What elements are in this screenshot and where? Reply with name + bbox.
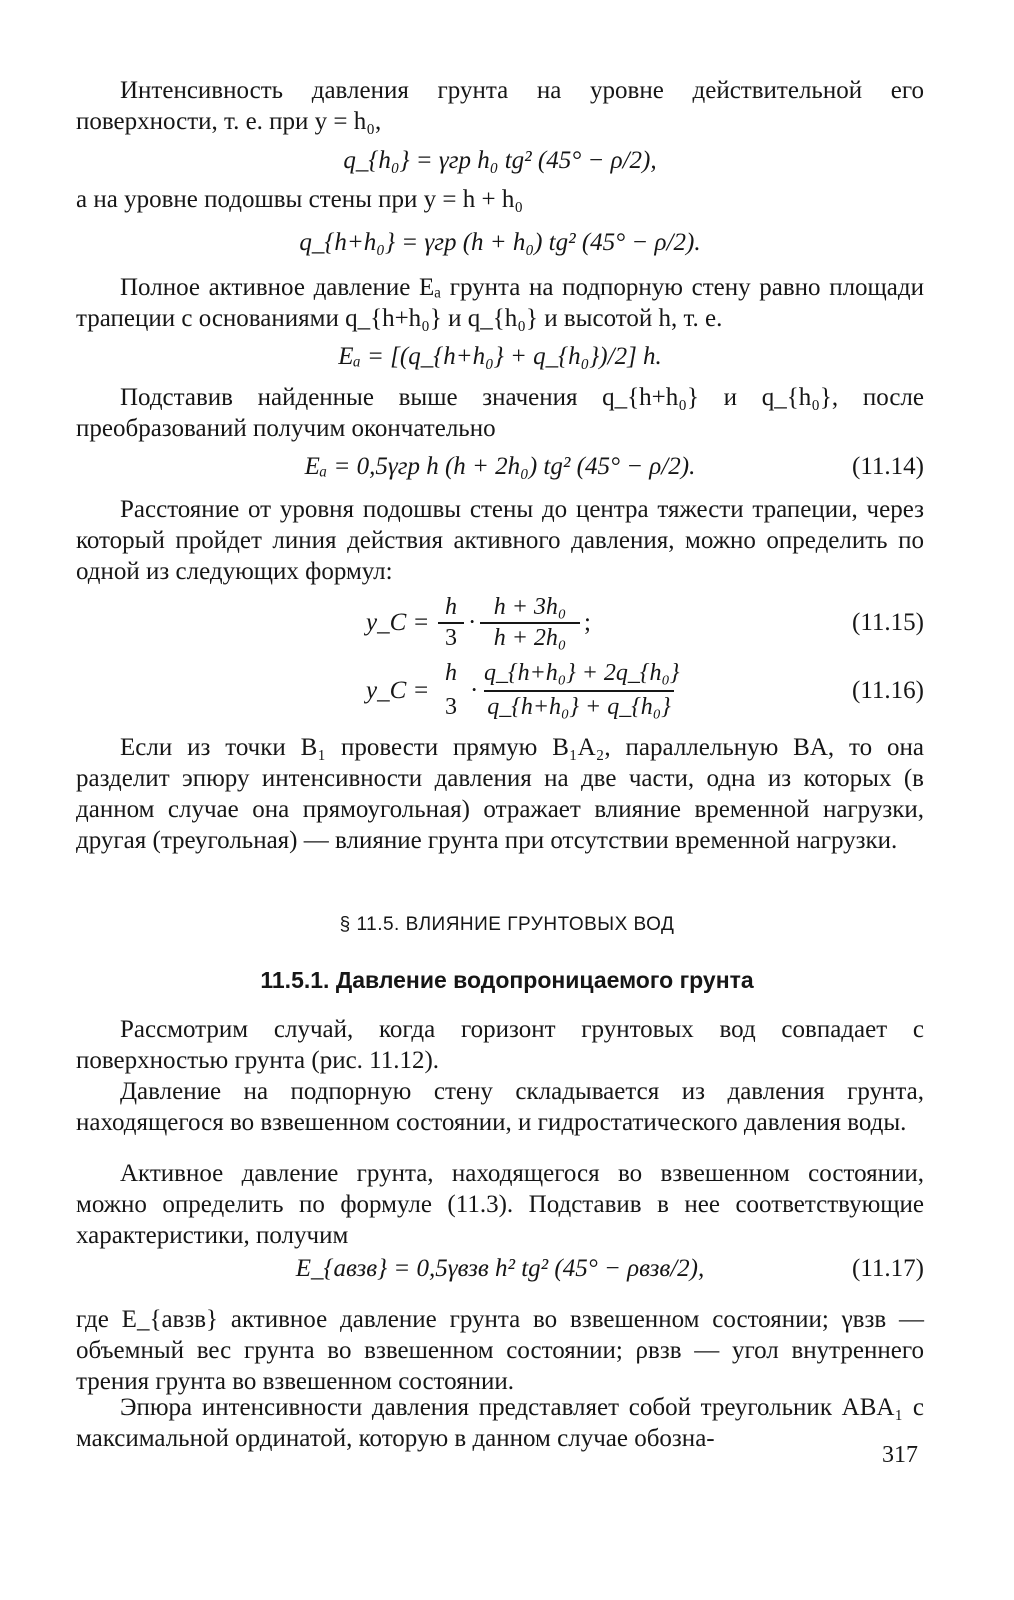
paragraph-definitions: где E_{aвзв} активное давление грунта во взвешенном состоянии; γвзв — объемный вес грунта во взвешенном состоянии; ρвзв — угол внутреннего трения грунта во взвешенном состоянии. [76, 1306, 924, 1395]
fraction-denominator: q_{h+h₀} + q_{h₀} [487, 694, 671, 720]
equation-ea-trapezoid [76, 342, 924, 374]
paragraph-intensity-surface: Интенсивность давления грунта на уровне действительной его поверхности, т. е. при y = h₀, [76, 77, 924, 135]
paragraph-wall-base: а на уровне подошвы стены при y = h + h₀ [76, 186, 524, 213]
section-heading: § 11.5. ВЛИЯНИЕ ГРУНТОВЫХ ВОД [339, 914, 675, 935]
equation-11-14 [76, 452, 924, 484]
paragraph-full-active-pressure: Полное активное давление Eₐ грунта на подпорную стену равно площади трапеции с основаниями q_{h+h₀} и q_{h₀} и высотой h, т. е. [76, 274, 924, 332]
equation-number-11-17: (11.17) [852, 1255, 924, 1282]
equation-11-16 [76, 658, 924, 722]
paragraph-line-b1a2: Если из точки B₁ провести прямую B₁A₂, параллельную BA, то она разделит эпюру интенсивности давления на две части, одна из которых (в данном случае она прямоугольная) отражает влияние временной нагрузки, другая (треугольная) — влияние грунта при отсутствии временной нагрузки. [76, 734, 924, 854]
multiplication-dot: · [468, 609, 477, 636]
equation-number-11-15: (11.15) [852, 609, 924, 636]
fraction-denominator: 3 [445, 625, 457, 651]
multiplication-dot: · [470, 677, 479, 704]
equation-11-17-text: E_{aвзв} = 0,5γвзв h² tg² (45° − ρвзв/2), [295, 1255, 705, 1282]
paragraph-groundwater-case: Рассмотрим случай, когда горизонт грунтовых вод совпадает с поверхностью грунта (рис. 11.12). [76, 1016, 924, 1074]
fraction-numerator: h + 3h₀ [493, 594, 567, 620]
fraction-denominator: 3 [445, 694, 457, 720]
paragraph-center-of-gravity: Расстояние от уровня подошвы стены до центра тяжести трапеции, через который пройдет линия действия активного давления, можно определить по одной из следующих формул: [76, 496, 924, 585]
paragraph-substitution: Подставив найденные выше значения q_{h+h₀} и q_{h₀}, после преобразований получим окончательно [76, 384, 924, 442]
equation-q-h0 [76, 146, 924, 178]
equation-11-15-fraction-2 [480, 592, 580, 652]
fraction-numerator: q_{h+h₀} + 2q_{h₀} [484, 660, 680, 686]
fraction-denominator: h + 2h₀ [493, 625, 567, 651]
equation-11-16-fraction-2 [484, 658, 680, 722]
equation-ea-trapezoid-text: Eₐ = [(q_{h+h₀} + q_{h₀})/2] h. [338, 343, 662, 370]
equation-11-17 [76, 1254, 924, 1288]
subsection-heading: 11.5.1. Давление водопроницаемого грунта [260, 967, 754, 993]
equation-11-14-text: Eₐ = 0,5γгр h (h + 2h₀) tg² (45° − ρ/2). [304, 453, 696, 480]
equation-11-16-lhs: y_C = [366, 677, 430, 704]
equation-11-15-lhs: y_C = [366, 609, 430, 636]
paragraph-pressure-diagram: Эпюра интенсивности давления представляет собой треугольник ABA₁ с максимальной ординатой, которую в данном случае обозна- [76, 1394, 924, 1452]
paragraph-suspended-soil: Активное давление грунта, находящегося во взвешенном состоянии, можно определить по формуле (11.3). Подставив в нее соответствующие характеристики, получим [76, 1160, 924, 1249]
page-number: 317 [882, 1442, 918, 1468]
equation-q-h-plus-h0 [76, 228, 924, 260]
equation-11-16-fraction-1 [438, 658, 464, 722]
equation-q-h0-text: q_{h₀} = γгр h₀ tg² (45° − ρ/2), [343, 147, 657, 174]
equation-11-15-fraction-1 [438, 592, 464, 652]
equation-11-15 [76, 592, 924, 652]
paragraph-pressure-composition: Давление на подпорную стену складывается из давления грунта, находящегося во взвешенном состоянии, и гидростатического давления воды. [76, 1078, 924, 1136]
equation-number-11-14: (11.14) [852, 453, 924, 480]
equation-number-11-16: (11.16) [852, 677, 924, 704]
equation-q-h-plus-h0-text: q_{h+h₀} = γгр (h + h₀) tg² (45° − ρ/2). [299, 229, 701, 256]
semicolon: ; [584, 609, 591, 636]
fraction-numerator: h [445, 594, 457, 620]
fraction-numerator: h [445, 660, 457, 686]
